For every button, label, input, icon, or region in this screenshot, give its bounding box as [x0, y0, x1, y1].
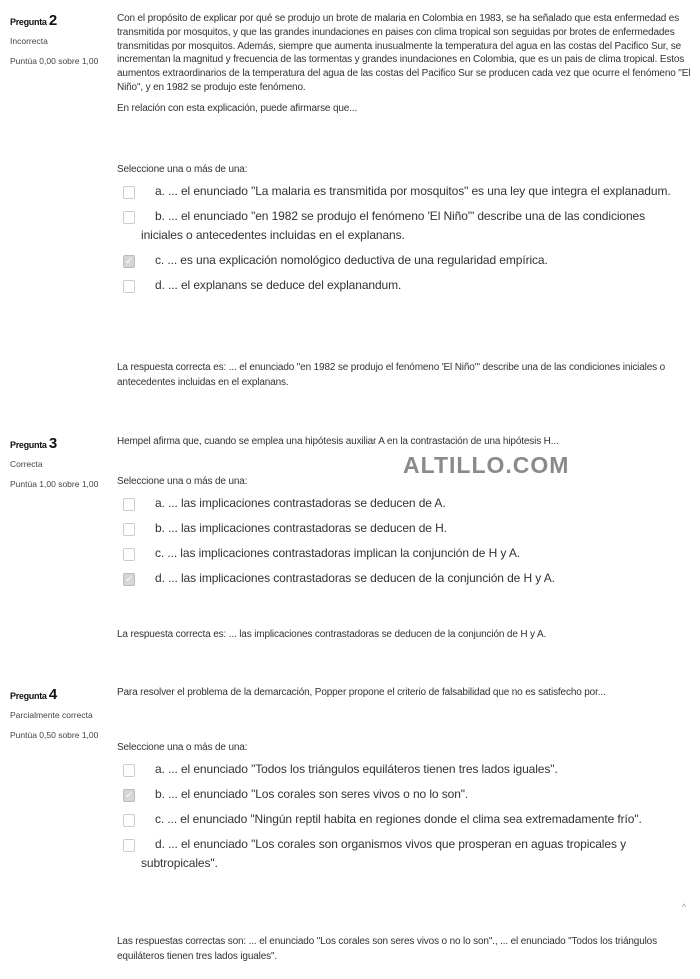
answer-option[interactable] — [117, 785, 677, 804]
answer-option[interactable] — [117, 207, 677, 245]
option-text: a. ... el enunciado "Todos los triángulos equiláteros tienen tres lados iguales". — [155, 762, 558, 776]
option-text: b. ... las implicaciones contrastadoras se deducen de H. — [155, 521, 447, 535]
question-state: Parcialmente correcta — [10, 710, 93, 720]
answer-option[interactable] — [117, 760, 677, 779]
checkbox[interactable]: ✓ — [123, 255, 135, 268]
question-title — [10, 435, 105, 452]
question-content — [117, 12, 692, 114]
chevron-up-icon[interactable]: ^ — [682, 902, 687, 912]
option-text: c. ... las implicaciones contrastadoras implican la conjunción de H y A. — [155, 546, 520, 560]
option-text: a. ... las implicaciones contrastadoras se deducen de A. — [155, 496, 446, 510]
question-grade: Puntúa 1,00 sobre 1,00 — [10, 479, 99, 489]
question-title — [10, 686, 105, 703]
question-text: Con el propósito de explicar por qué se produjo un brote de malaria en Colombia en 1983, se ha señalado que esta enfermedad es transmitida por mosquitos, y que las grandes inundaciones en paises con clima tropical son seguidas por brotes de enfermedades transmitidas por mosquitos. Además, siempre que aumenta inusualmente la temperatura del agua en las costas del Pacifico Sur, se incrementan la magnitud y frecuencia de las tormentas y grandes inundaciones en Colombia, que es un pais de clima tropical. Estos aumentos extraordinarios de la temperatura del agua de las costas del Pacifico Sur se producen cada vez que ocurre el fenómeno "El Niño", y en 1982 se produjo este fenómeno. — [117, 13, 691, 93]
checkbox[interactable] — [123, 764, 135, 777]
question-number: 3 — [48, 435, 57, 452]
answer-option[interactable] — [117, 519, 677, 538]
checkbox[interactable] — [123, 814, 135, 827]
question-number: 2 — [48, 12, 57, 29]
question-info — [10, 435, 105, 492]
checkbox[interactable]: ✓ — [123, 789, 135, 802]
answer-option[interactable] — [117, 835, 677, 873]
option-text: c. ... es una explicación nomológico deductiva de una regularidad empírica. — [155, 253, 548, 267]
checkbox[interactable] — [123, 498, 135, 511]
question-text: Hempel afirma que, cuando se emplea una hipótesis auxiliar A en la contrastación de una hipótesis H... — [117, 436, 559, 447]
question-state: Incorrecta — [10, 36, 48, 46]
answer-option[interactable] — [117, 276, 677, 295]
question-info — [10, 12, 105, 69]
option-text: c. ... el enunciado "Ningún reptil habita en regiones donde el clima sea extremadamente frío". — [155, 812, 642, 826]
answer-options — [117, 494, 677, 594]
question-state: Correcta — [10, 459, 43, 469]
answer-option[interactable] — [117, 569, 677, 588]
checkbox[interactable]: ✓ — [123, 573, 135, 586]
correct-answer-feedback: La respuesta correcta es: ... el enunciado "en 1982 se produjo el fenómeno 'El Niño'" describe una de las condiciones iniciales o antecedentes incluidas en el explanans. — [117, 362, 666, 388]
option-text: a. ... el enunciado "La malaria es transmitida por mosquitos" es una ley que integra el explanadum. — [155, 184, 671, 198]
answer-option[interactable] — [117, 182, 677, 201]
checkbox[interactable] — [123, 523, 135, 536]
question-label: Pregunta — [10, 17, 47, 27]
checkbox[interactable] — [123, 548, 135, 561]
question-label: Pregunta — [10, 440, 47, 450]
checkbox[interactable] — [123, 211, 135, 224]
question-content — [117, 686, 692, 700]
select-instruction: Seleccione una o más de una: — [117, 164, 248, 175]
answer-option[interactable] — [117, 494, 677, 513]
question-grade: Puntúa 0,50 sobre 1,00 — [10, 730, 99, 740]
answer-option[interactable] — [117, 251, 677, 270]
option-text: d. ... el explanans se deduce del explanandum. — [155, 278, 402, 292]
option-text: d. ... el enunciado "Los corales son organismos vivos que prosperan en aguas tropicales y subtropicales". — [141, 837, 626, 870]
watermark: ALTILLO.COM — [403, 452, 570, 478]
answer-options — [117, 760, 677, 879]
option-text: b. ... el enunciado "Los corales son seres vivos o no lo son". — [155, 787, 469, 801]
correct-answer-feedback: La respuesta correcta es: ... las implicaciones contrastadoras se deducen de la conjunción de H y A. — [117, 629, 547, 640]
question-info — [10, 686, 105, 743]
question-title — [10, 12, 105, 29]
option-text: d. ... las implicaciones contrastadoras se deducen de la conjunción de H y A. — [155, 571, 555, 585]
checkbox[interactable] — [123, 186, 135, 199]
checkbox[interactable] — [123, 839, 135, 852]
select-instruction: Seleccione una o más de una: — [117, 476, 248, 487]
select-instruction: Seleccione una o más de una: — [117, 742, 248, 753]
option-text: b. ... el enunciado "en 1982 se produjo el fenómeno 'El Niño'" describe una de las condiciones iniciales o antecedentes incluidas en el explanans. — [141, 209, 646, 242]
answer-option[interactable] — [117, 544, 677, 563]
question-text: Para resolver el problema de la demarcación, Popper propone el criterio de falsabilidad que no es satisfecho por... — [117, 687, 606, 698]
correct-answer-feedback: Las respuestas correctas son: ... el enunciado "Los corales son seres vivos o no lo son"., ... el enunciado "Todos los triángulos equiláteros tienen tres lados iguales". — [117, 936, 657, 962]
question-content — [117, 435, 692, 449]
question-grade: Puntúa 0,00 sobre 1,00 — [10, 56, 99, 66]
answer-options — [117, 182, 677, 301]
checkbox[interactable] — [123, 280, 135, 293]
question-number: 4 — [48, 686, 57, 703]
question-prompt: En relación con esta explicación, puede afirmarse que... — [117, 102, 358, 114]
answer-option[interactable] — [117, 810, 677, 829]
question-label: Pregunta — [10, 691, 47, 701]
